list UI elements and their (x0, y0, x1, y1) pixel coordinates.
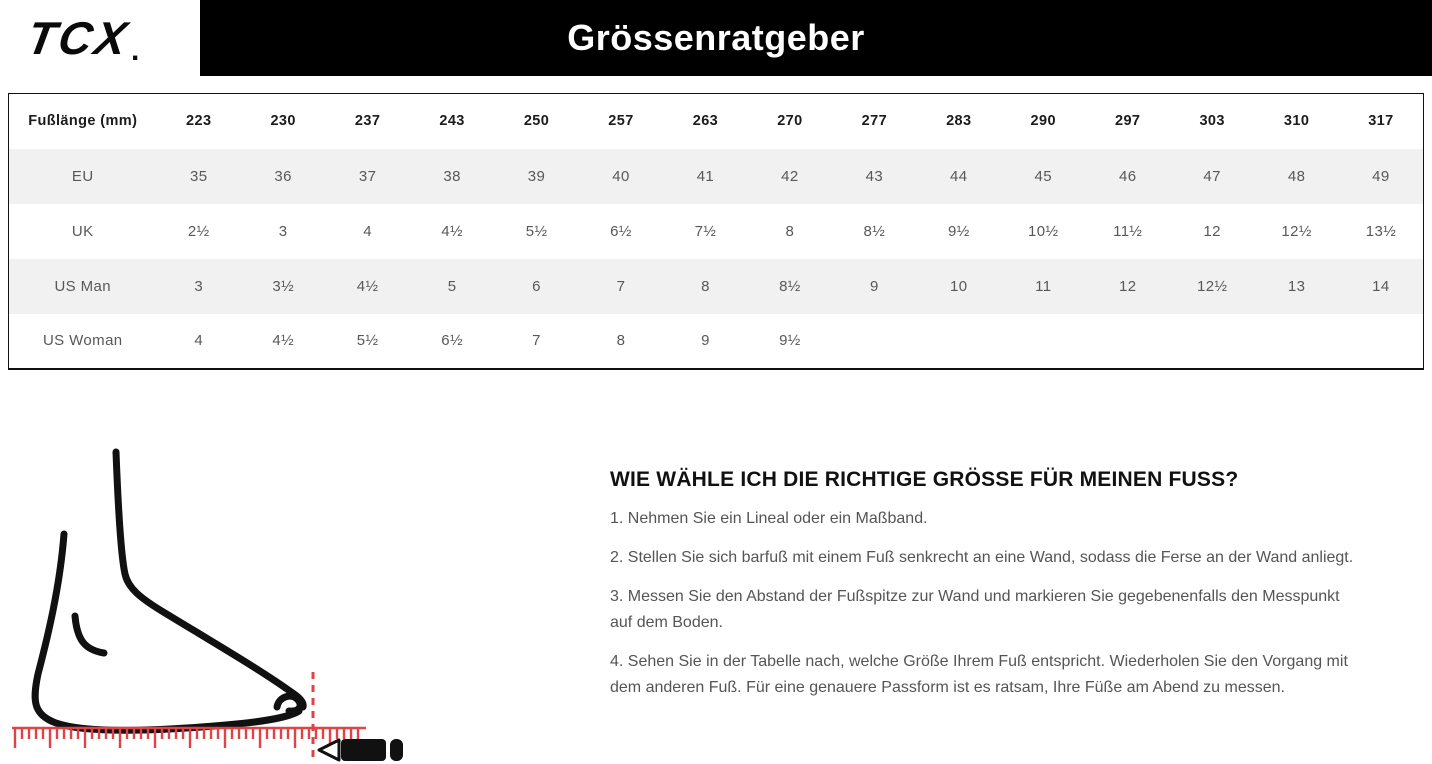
size-cell: 8 (616, 332, 626, 349)
page-header (0, 0, 1432, 76)
size-cell: 44 (950, 167, 968, 185)
foot-measurement-illustration (8, 444, 410, 764)
row-label: US Man (54, 277, 112, 295)
size-cell: 48 (1287, 167, 1306, 185)
size-cell: 7 (616, 277, 626, 295)
size-cell: 250 (523, 113, 550, 130)
row-label: US Woman (42, 332, 123, 349)
instruction-step: 3. Messen Sie den Abstand der Fußspitze zur Wand und markieren Sie gegebenenfalls den Messpunkt auf dem Boden. (610, 587, 1340, 631)
size-cell: 270 (777, 113, 803, 130)
row-label: UK (71, 222, 94, 240)
size-cell: 12 (1118, 277, 1137, 295)
tcx-logo-text: TCX (23, 12, 134, 64)
size-cell: 6½ (610, 222, 632, 240)
instruction-step: 1. Nehmen Sie ein Lineal oder ein Maßband. (610, 510, 928, 527)
size-cell: 37 (358, 167, 377, 185)
size-cell: 9 (701, 332, 710, 349)
size-cell: 12½ (1196, 277, 1228, 295)
size-cell: 39 (527, 167, 546, 185)
size-cell: 223 (186, 113, 212, 130)
size-cell (832, 314, 916, 369)
size-cell: 3 (278, 222, 288, 240)
size-cell: 230 (270, 113, 296, 130)
size-cell: 290 (1030, 113, 1056, 130)
size-cell: 46 (1118, 167, 1137, 185)
size-cell: 7 (532, 332, 541, 349)
size-cell: 35 (189, 167, 208, 185)
size-cell: 8 (701, 277, 710, 295)
instructions-section (610, 468, 1355, 713)
page-title: Grössenratgeber (567, 17, 865, 58)
row-label: Fußlänge (mm) (28, 113, 138, 130)
size-cell: 38 (443, 167, 461, 185)
size-table (8, 93, 1424, 370)
size-cell: 7½ (694, 222, 717, 240)
size-cell: 9 (869, 277, 879, 295)
size-cell: 4 (194, 332, 204, 349)
size-cell: 8½ (863, 222, 886, 240)
size-cell: 3 (194, 277, 204, 295)
size-cell: 303 (1199, 113, 1225, 130)
size-cell: 4½ (356, 277, 379, 295)
size-cell: 43 (865, 167, 884, 185)
table-row (9, 94, 1424, 149)
foot-outline-icon (35, 452, 303, 730)
size-cell: 40 (612, 167, 630, 185)
size-cell: 36 (274, 167, 292, 185)
size-cell: 3½ (272, 277, 294, 295)
size-cell: 283 (946, 113, 972, 130)
size-cell: 12½ (1281, 222, 1312, 240)
size-table-body (9, 94, 1424, 369)
size-cell: 5½ (356, 332, 379, 349)
size-cell (1254, 314, 1338, 369)
size-cell: 257 (608, 113, 634, 130)
size-cell: 4½ (441, 222, 463, 240)
size-cell: 45 (1034, 167, 1052, 185)
table-row (9, 314, 1424, 369)
size-cell: 47 (1203, 167, 1221, 185)
size-cell: 5½ (525, 222, 548, 240)
size-cell: 13 (1287, 277, 1306, 295)
table-row (9, 204, 1424, 259)
size-cell: 4 (363, 222, 372, 240)
size-cell: 263 (692, 113, 719, 130)
size-cell: 49 (1372, 167, 1390, 185)
size-cell: 310 (1283, 113, 1310, 130)
size-cell: 11½ (1113, 222, 1143, 240)
size-cell: 13½ (1365, 222, 1397, 240)
size-cell: 10 (950, 277, 968, 295)
size-cell (917, 314, 1001, 369)
table-row (9, 259, 1424, 314)
size-cell: 11 (1035, 277, 1052, 295)
foot-measurement-svg (8, 444, 410, 764)
size-cell: 10½ (1028, 222, 1059, 240)
size-table-wrap (8, 93, 1424, 370)
size-cell (1339, 314, 1424, 369)
size-cell: 277 (861, 113, 888, 130)
size-cell: 8 (785, 222, 795, 240)
size-cell: 237 (354, 113, 381, 130)
size-cell: 8½ (779, 277, 801, 295)
size-cell: 9½ (947, 222, 970, 240)
row-label: EU (71, 167, 94, 185)
tcx-logo-dot: . (131, 34, 140, 67)
size-cell: 42 (781, 167, 799, 185)
table-row (9, 149, 1424, 204)
size-cell: 243 (439, 113, 465, 130)
instructions-heading: WIE WÄHLE ICH DIE RICHTIGE GRÖSSE FÜR MEINEN FUSS? (610, 468, 1239, 491)
instruction-step: 4. Sehen Sie in der Tabelle nach, welche Größe Ihrem Fuß entspricht. Wiederholen Sie den Vorgang mit dem anderen Fuß. Für eine genauere Passform ist es ratsam, Ihre Füße am Abend zu messen. (610, 652, 1348, 696)
size-cell: 12 (1203, 222, 1221, 240)
size-cell: 4½ (272, 332, 294, 349)
size-cell: 2½ (187, 222, 210, 240)
size-cell (1085, 314, 1169, 369)
size-cell (1170, 314, 1254, 369)
size-cell: 317 (1368, 113, 1394, 130)
pencil-icon (319, 739, 403, 761)
size-cell: 297 (1115, 113, 1141, 130)
size-cell: 41 (696, 167, 715, 185)
size-cell: 9½ (779, 332, 801, 349)
size-cell: 14 (1372, 277, 1390, 295)
size-cell: 5 (447, 277, 457, 295)
size-cell (1001, 314, 1085, 369)
size-cell: 6½ (441, 332, 463, 349)
instruction-step: 2. Stellen Sie sich barfuß mit einem Fuß senkrecht an eine Wand, sodass die Ferse an der Wand anliegt. (610, 548, 1354, 566)
size-cell: 6 (532, 277, 541, 295)
